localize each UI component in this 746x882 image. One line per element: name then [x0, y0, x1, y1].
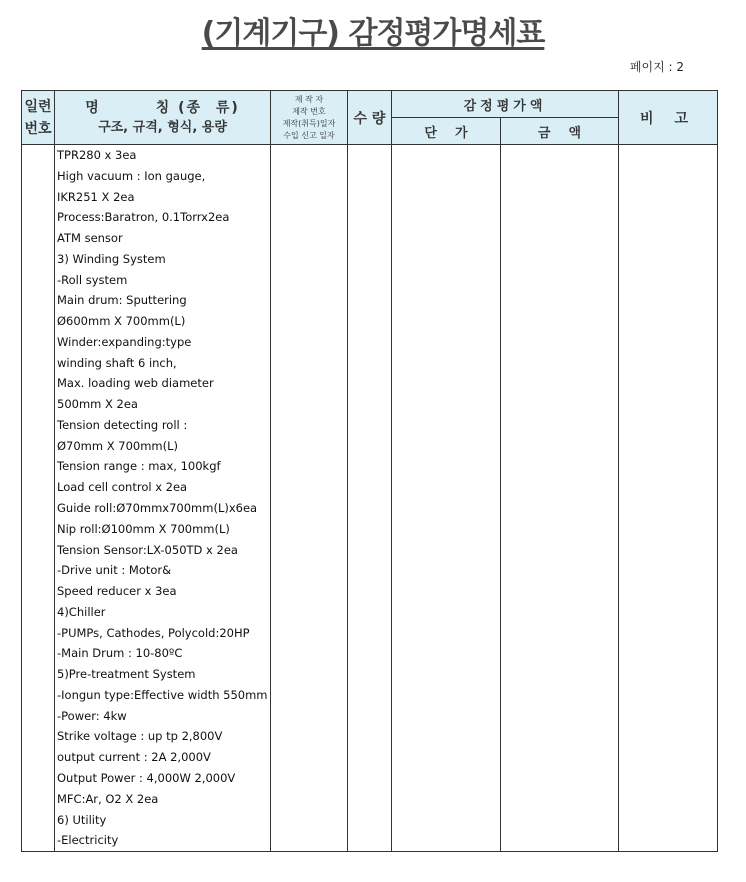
spec-line: Output Power : 4,000W 2,000V — [57, 770, 236, 785]
table-row — [22, 145, 718, 852]
appraisal-table — [21, 90, 718, 852]
spec-line: Max. loading web diameter — [57, 376, 214, 391]
spec-line: -PUMPs, Cathodes, Polycold:20HP — [57, 625, 250, 640]
spec-line: -Power: 4kw — [57, 708, 127, 723]
cell-seq — [22, 145, 55, 852]
spec-line: Ø600mm X 700mm(L) — [57, 314, 186, 329]
page-number: 페이지 : 2 — [629, 60, 684, 74]
spec-line: Tension detecting roll : — [57, 417, 188, 432]
spec-line: -Drive unit : Motor& — [57, 563, 172, 578]
spec-lines — [55, 145, 270, 851]
spec-line: 500mm X 2ea — [57, 397, 138, 412]
header-quantity: 수 량 — [348, 91, 392, 145]
header-name-line1: 명 칭 (종 류) — [85, 99, 240, 116]
spec-line: Ø70mm X 700mm(L) — [57, 438, 179, 453]
header-seq-line2: 번호 — [24, 120, 52, 137]
header-maker — [271, 91, 348, 145]
spec-line: MFC:Ar, O2 X 2ea — [57, 791, 159, 806]
header-maker-line1: 제 작 자 — [294, 94, 324, 104]
cell-spec — [55, 145, 271, 852]
spec-line: ATM sensor — [57, 231, 123, 246]
spec-line: Nip roll:Ø100mm X 700mm(L) — [57, 521, 230, 536]
spec-line: Strike voltage : up tp 2,800V — [57, 729, 223, 744]
cell-remarks — [619, 145, 718, 852]
spec-line: Tension Sensor:LX-050TD x 2ea — [57, 542, 238, 557]
header-appraisal: 감정평가액 — [392, 91, 619, 118]
spec-line: -Electricity — [57, 833, 119, 848]
spec-line: TPR280 x 3ea — [57, 148, 137, 162]
spec-line: Load cell control x 2ea — [57, 480, 188, 495]
spec-line: winding shaft 6 inch, — [57, 355, 177, 370]
spec-line: Process:Baratron, 0.1Torrx2ea — [57, 210, 230, 225]
cell-maker — [271, 145, 348, 852]
cell-unit-price — [392, 145, 501, 852]
header-amount: 금 액 — [501, 118, 619, 145]
header-unit-price: 단 가 — [392, 118, 501, 145]
header-seq-line1: 일련 — [24, 98, 52, 115]
spec-line: Tension range : max, 100kgf — [57, 459, 221, 474]
header-name — [55, 91, 271, 145]
spec-line: -Iongun type:Effective width 550mm — [57, 687, 268, 702]
spec-line: 5)Pre-treatment System — [57, 667, 196, 682]
document-title: (기계기구) 감정평가명세표 — [201, 16, 545, 51]
header-remarks: 비 고 — [619, 91, 718, 145]
spec-line: 4)Chiller — [57, 604, 106, 619]
header-maker-line2: 제작 번호 — [292, 106, 326, 116]
spec-line: Speed reducer x 3ea — [57, 584, 177, 599]
spec-line: High vacuum : Ion gauge, — [57, 168, 206, 183]
spec-line: -Main Drum : 10-80ºC — [57, 646, 183, 661]
header-seq — [22, 91, 55, 145]
header-maker-line4: 수입 신고 일자 — [283, 130, 335, 140]
spec-line: Guide roll:Ø70mmx700mm(L)x6ea — [57, 501, 258, 516]
spec-line: Main drum: Sputtering — [57, 293, 187, 308]
cell-quantity — [348, 145, 392, 852]
header-maker-line3: 제작(취득)일자 — [282, 118, 336, 128]
spec-line: 6) Utility — [57, 812, 107, 827]
spec-line: 3) Winding System — [57, 251, 166, 266]
spec-line: Winder:expanding:type — [57, 334, 192, 349]
cell-amount — [501, 145, 619, 852]
spec-line: -Roll system — [57, 272, 128, 287]
header-name-line2: 구조, 규격, 형식, 용량 — [98, 119, 227, 135]
spec-line: IKR251 X 2ea — [57, 189, 135, 204]
spec-line: output current : 2A 2,000V — [57, 750, 211, 765]
table-header — [22, 91, 718, 145]
